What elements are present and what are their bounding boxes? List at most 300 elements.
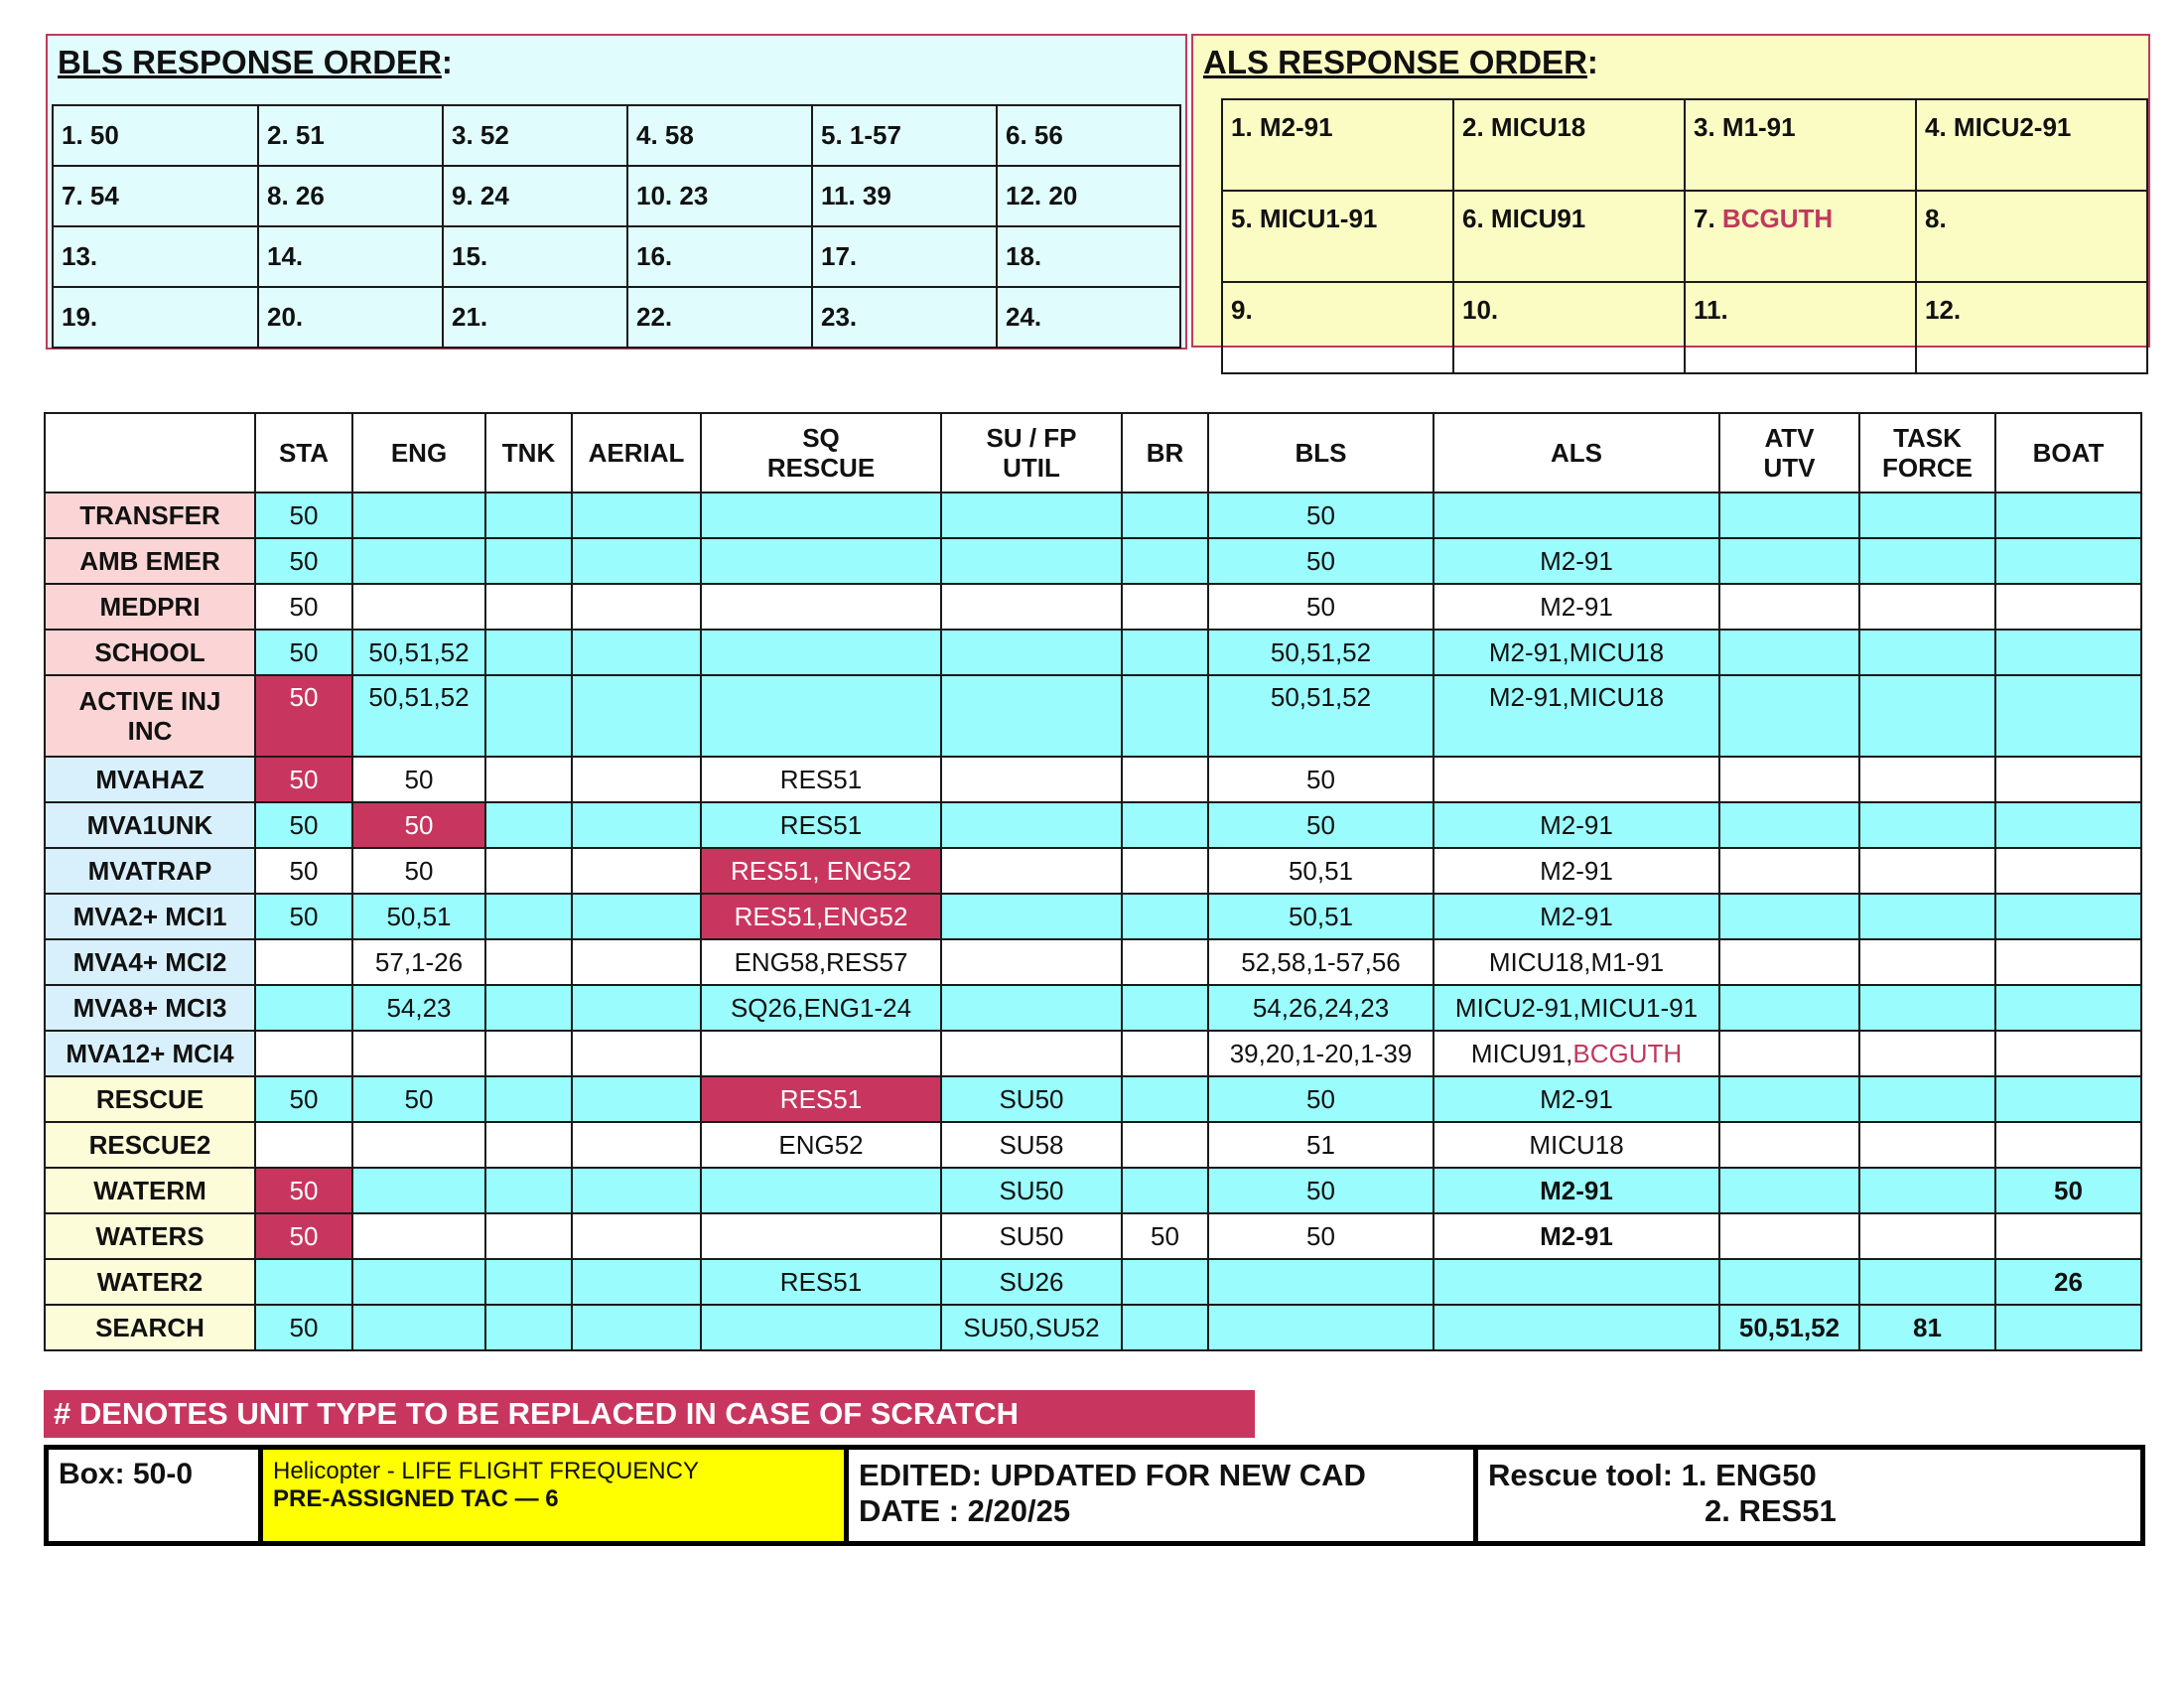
table-cell: 50 bbox=[255, 584, 352, 630]
bls-order-row bbox=[53, 105, 1180, 166]
table-cell: 50 bbox=[255, 492, 352, 538]
table-cell bbox=[1122, 1168, 1208, 1213]
table-cell: 50 bbox=[352, 1076, 485, 1122]
als-order-cell: 6. MICU91 bbox=[1453, 191, 1685, 282]
bls-order-cell: 21. bbox=[443, 287, 627, 348]
table-cell bbox=[1995, 675, 2141, 757]
table-cell bbox=[572, 492, 701, 538]
row-label: MEDPRI bbox=[45, 584, 255, 630]
table-cell: M2-91 bbox=[1433, 894, 1719, 939]
als-order-cell: 4. MICU2-91 bbox=[1916, 99, 2147, 191]
table-cell: 50 bbox=[255, 630, 352, 675]
box-number: Box: 50-0 bbox=[47, 1448, 261, 1544]
row-label: ACTIVE INJ INC bbox=[45, 675, 255, 757]
table-cell: 50 bbox=[352, 848, 485, 894]
table-cell bbox=[572, 1031, 701, 1076]
row-label: SCHOOL bbox=[45, 630, 255, 675]
als-order-cell: 5. MICU1-91 bbox=[1222, 191, 1453, 282]
table-cell bbox=[1995, 939, 2141, 985]
column-header bbox=[45, 413, 255, 492]
table-cell: RES51 bbox=[701, 757, 941, 802]
row-label: MVA12+ MCI4 bbox=[45, 1031, 255, 1076]
row-label: MVA1UNK bbox=[45, 802, 255, 848]
table-cell: 50,51 bbox=[352, 894, 485, 939]
table-cell bbox=[572, 1122, 701, 1168]
table-cell: M2-91,MICU18 bbox=[1433, 630, 1719, 675]
table-cell: 81 bbox=[1859, 1305, 1995, 1350]
table-cell bbox=[485, 492, 572, 538]
table-cell bbox=[941, 630, 1122, 675]
table-cell: M2-91 bbox=[1433, 802, 1719, 848]
bcguth-text: BCGUTH bbox=[1572, 1038, 1683, 1068]
table-cell: 50 bbox=[1208, 584, 1433, 630]
table-cell bbox=[485, 894, 572, 939]
bls-order-cell: 9. 24 bbox=[443, 166, 627, 226]
table-cell bbox=[1719, 1259, 1859, 1305]
table-cell bbox=[1859, 1259, 1995, 1305]
table-cell bbox=[1995, 1122, 2141, 1168]
table-cell: 50,51,52 bbox=[352, 675, 485, 757]
table-cell bbox=[1433, 1031, 1719, 1076]
table-cell bbox=[1122, 1076, 1208, 1122]
table-cell bbox=[1995, 1031, 2141, 1076]
table-cell: RES51 bbox=[701, 1076, 941, 1122]
row-label: MVATRAP bbox=[45, 848, 255, 894]
bls-order-cell: 16. bbox=[627, 226, 812, 287]
bls-order-cell: 15. bbox=[443, 226, 627, 287]
table-cell: 50 bbox=[255, 1076, 352, 1122]
table-cell bbox=[701, 1213, 941, 1259]
bls-order-cell: 10. 23 bbox=[627, 166, 812, 226]
table-row bbox=[45, 1076, 2141, 1122]
table-cell bbox=[1122, 757, 1208, 802]
table-row bbox=[45, 1305, 2141, 1350]
bls-order-cell: 11. 39 bbox=[812, 166, 997, 226]
table-cell: 50,51,52 bbox=[352, 630, 485, 675]
rescue-tool-1: Rescue tool: 1. ENG50 bbox=[1488, 1458, 1817, 1492]
table-cell: 50 bbox=[255, 894, 352, 939]
table-cell bbox=[572, 848, 701, 894]
table-cell bbox=[1859, 1213, 1995, 1259]
table-cell bbox=[572, 1168, 701, 1213]
table-cell: 50 bbox=[255, 802, 352, 848]
table-cell: 26 bbox=[1995, 1259, 2141, 1305]
table-cell: SU50 bbox=[941, 1076, 1122, 1122]
table-cell bbox=[1433, 1259, 1719, 1305]
table-cell bbox=[1995, 848, 2141, 894]
table-cell bbox=[941, 538, 1122, 584]
table-cell bbox=[1859, 848, 1995, 894]
table-cell bbox=[1859, 802, 1995, 848]
helicopter-info bbox=[261, 1448, 847, 1544]
table-cell bbox=[1995, 985, 2141, 1031]
bls-order-cell: 17. bbox=[812, 226, 997, 287]
table-cell bbox=[352, 538, 485, 584]
table-cell: 50 bbox=[1995, 1168, 2141, 1213]
table-cell bbox=[1122, 1259, 1208, 1305]
row-label: WATER2 bbox=[45, 1259, 255, 1305]
table-cell bbox=[1719, 1213, 1859, 1259]
table-cell bbox=[572, 538, 701, 584]
column-header: ALS bbox=[1433, 413, 1719, 492]
als-order-row bbox=[1222, 99, 2147, 191]
als-order-row bbox=[1222, 282, 2147, 373]
column-header: ENG bbox=[352, 413, 485, 492]
table-cell bbox=[1995, 802, 2141, 848]
table-row bbox=[45, 894, 2141, 939]
bls-order-table bbox=[52, 104, 1181, 349]
table-cell bbox=[352, 1305, 485, 1350]
table-cell bbox=[485, 939, 572, 985]
table-cell bbox=[701, 675, 941, 757]
table-cell bbox=[701, 584, 941, 630]
bls-order-cell: 18. bbox=[997, 226, 1180, 287]
table-row bbox=[45, 985, 2141, 1031]
table-cell bbox=[572, 1259, 701, 1305]
table-cell bbox=[572, 802, 701, 848]
table-cell bbox=[1995, 492, 2141, 538]
table-cell bbox=[1859, 1031, 1995, 1076]
bls-order-cell: 19. bbox=[53, 287, 258, 348]
als-order-cell: 1. M2-91 bbox=[1222, 99, 1453, 191]
table-cell: 50 bbox=[255, 1168, 352, 1213]
edited-note: EDITED: UPDATED FOR NEW CAD bbox=[859, 1458, 1366, 1492]
rescue-tool-2: 2. RES51 bbox=[1705, 1493, 1837, 1528]
bls-order-cell: 22. bbox=[627, 287, 812, 348]
table-cell bbox=[1433, 1305, 1719, 1350]
table-cell: 50 bbox=[255, 1305, 352, 1350]
table-cell bbox=[352, 1259, 485, 1305]
table-cell bbox=[1719, 1031, 1859, 1076]
row-label: RESCUE bbox=[45, 1076, 255, 1122]
table-cell bbox=[941, 492, 1122, 538]
table-cell bbox=[1719, 584, 1859, 630]
bls-order-cell: 14. bbox=[258, 226, 443, 287]
table-cell bbox=[255, 1259, 352, 1305]
row-label: SEARCH bbox=[45, 1305, 255, 1350]
table-row bbox=[45, 630, 2141, 675]
helicopter-frequency: Helicopter - LIFE FLIGHT FREQUENCY bbox=[273, 1458, 699, 1484]
bls-order-cell: 5. 1-57 bbox=[812, 105, 997, 166]
table-cell bbox=[485, 538, 572, 584]
table-cell: 50,51,52 bbox=[1208, 675, 1433, 757]
row-label: RESCUE2 bbox=[45, 1122, 255, 1168]
table-cell bbox=[1859, 492, 1995, 538]
table-cell bbox=[352, 492, 485, 538]
table-cell bbox=[352, 1213, 485, 1259]
table-cell bbox=[1995, 1076, 2141, 1122]
column-header: BLS bbox=[1208, 413, 1433, 492]
table-cell bbox=[255, 985, 352, 1031]
table-row bbox=[45, 802, 2141, 848]
table-cell bbox=[1122, 894, 1208, 939]
table-cell bbox=[572, 939, 701, 985]
table-cell bbox=[941, 757, 1122, 802]
table-cell bbox=[1719, 630, 1859, 675]
table-cell bbox=[1719, 848, 1859, 894]
table-cell bbox=[1719, 1122, 1859, 1168]
table-cell: 54,26,24,23 bbox=[1208, 985, 1433, 1031]
als-title: ALS RESPONSE ORDER: bbox=[1203, 44, 1598, 80]
table-row bbox=[45, 1031, 2141, 1076]
table-cell bbox=[352, 1168, 485, 1213]
table-cell bbox=[1122, 985, 1208, 1031]
bls-order-cell: 8. 26 bbox=[258, 166, 443, 226]
als-order-row bbox=[1222, 191, 2147, 282]
table-cell bbox=[1719, 802, 1859, 848]
table-cell bbox=[352, 584, 485, 630]
table-cell bbox=[1719, 538, 1859, 584]
bls-order-cell: 3. 52 bbox=[443, 105, 627, 166]
table-cell: 57,1-26 bbox=[352, 939, 485, 985]
column-header: BR bbox=[1122, 413, 1208, 492]
table-cell bbox=[485, 802, 572, 848]
table-cell bbox=[1995, 757, 2141, 802]
table-cell bbox=[1208, 1259, 1433, 1305]
column-header: SU / FP UTIL bbox=[941, 413, 1122, 492]
table-cell bbox=[572, 1076, 701, 1122]
column-header: SQ RESCUE bbox=[701, 413, 941, 492]
table-cell bbox=[1122, 630, 1208, 675]
table-cell: SQ26,ENG1-24 bbox=[701, 985, 941, 1031]
table-cell bbox=[485, 1031, 572, 1076]
table-row bbox=[45, 584, 2141, 630]
table-cell bbox=[485, 675, 572, 757]
table-cell bbox=[1995, 1213, 2141, 1259]
table-cell bbox=[1859, 675, 1995, 757]
column-header: BOAT bbox=[1995, 413, 2141, 492]
column-header: TNK bbox=[485, 413, 572, 492]
table-row bbox=[45, 757, 2141, 802]
row-label: TRANSFER bbox=[45, 492, 255, 538]
table-row bbox=[45, 848, 2141, 894]
table-cell bbox=[1122, 538, 1208, 584]
als-bcguth-text: BCGUTH bbox=[1721, 204, 1834, 233]
bls-order-cell: 12. 20 bbox=[997, 166, 1180, 226]
footer-info-table bbox=[44, 1445, 2145, 1546]
table-cell bbox=[485, 1122, 572, 1168]
table-cell bbox=[1995, 584, 2141, 630]
table-cell: SU50 bbox=[941, 1168, 1122, 1213]
table-cell: 50,51,52 bbox=[1719, 1305, 1859, 1350]
table-cell bbox=[485, 1259, 572, 1305]
table-cell bbox=[1859, 985, 1995, 1031]
bls-order-cell: 2. 51 bbox=[258, 105, 443, 166]
cell-text: MICU91, bbox=[1470, 1038, 1573, 1068]
table-cell bbox=[572, 894, 701, 939]
table-cell bbox=[701, 1031, 941, 1076]
table-cell: M2-91 bbox=[1433, 584, 1719, 630]
table-cell: 50 bbox=[255, 675, 352, 757]
table-cell bbox=[485, 1168, 572, 1213]
table-cell bbox=[1719, 894, 1859, 939]
table-cell bbox=[1122, 802, 1208, 848]
table-row bbox=[45, 492, 2141, 538]
edit-date: DATE : 2/20/25 bbox=[859, 1493, 1071, 1528]
table-cell bbox=[1859, 939, 1995, 985]
table-cell bbox=[1719, 1168, 1859, 1213]
table-cell: M2-91 bbox=[1433, 1076, 1719, 1122]
table-cell bbox=[1122, 492, 1208, 538]
table-cell bbox=[1122, 675, 1208, 757]
bls-title: BLS RESPONSE ORDER: bbox=[58, 44, 453, 80]
table-cell bbox=[485, 1305, 572, 1350]
table-cell bbox=[1122, 1122, 1208, 1168]
table-row bbox=[45, 939, 2141, 985]
bls-order-cell: 6. 56 bbox=[997, 105, 1180, 166]
table-cell: MICU2-91,MICU1-91 bbox=[1433, 985, 1719, 1031]
table-cell bbox=[1995, 894, 2141, 939]
column-header: STA bbox=[255, 413, 352, 492]
table-cell bbox=[1859, 1076, 1995, 1122]
table-cell bbox=[1859, 538, 1995, 584]
table-row bbox=[45, 1259, 2141, 1305]
table-cell bbox=[255, 1122, 352, 1168]
als-order-cell: 12. bbox=[1916, 282, 2147, 373]
column-header: TASK FORCE bbox=[1859, 413, 1995, 492]
table-cell: 50 bbox=[255, 538, 352, 584]
table-cell: 50 bbox=[1208, 1213, 1433, 1259]
bls-response-order-panel bbox=[46, 34, 1187, 350]
als-order-cell: 2. MICU18 bbox=[1453, 99, 1685, 191]
table-cell: 50 bbox=[1208, 1168, 1433, 1213]
table-cell bbox=[485, 757, 572, 802]
table-cell bbox=[485, 985, 572, 1031]
als-order-cell: 10. bbox=[1453, 282, 1685, 373]
table-cell bbox=[1719, 985, 1859, 1031]
row-label: MVAHAZ bbox=[45, 757, 255, 802]
table-cell: 51 bbox=[1208, 1122, 1433, 1168]
table-cell: 50 bbox=[1208, 802, 1433, 848]
table-cell bbox=[1122, 1305, 1208, 1350]
table-cell: 50 bbox=[1208, 1076, 1433, 1122]
response-matrix-table bbox=[44, 412, 2142, 1351]
table-row bbox=[45, 1168, 2141, 1213]
table-cell bbox=[941, 894, 1122, 939]
table-cell: M2-91 bbox=[1433, 1168, 1719, 1213]
table-cell bbox=[485, 584, 572, 630]
scratch-note-banner: # DENOTES UNIT TYPE TO BE REPLACED IN CASE OF SCRATCH bbox=[44, 1390, 1255, 1438]
bls-order-cell: 7. 54 bbox=[53, 166, 258, 226]
als-order-cell: 11. bbox=[1685, 282, 1916, 373]
table-cell bbox=[572, 675, 701, 757]
table-cell bbox=[1859, 757, 1995, 802]
bls-order-row bbox=[53, 287, 1180, 348]
table-cell: M2-91 bbox=[1433, 1213, 1719, 1259]
table-cell bbox=[255, 939, 352, 985]
table-row bbox=[45, 1213, 2141, 1259]
table-cell bbox=[1995, 1305, 2141, 1350]
als-order-cell: 8. bbox=[1916, 191, 2147, 282]
bls-order-cell: 23. bbox=[812, 287, 997, 348]
table-cell: 54,23 bbox=[352, 985, 485, 1031]
table-cell bbox=[572, 1213, 701, 1259]
table-header-row bbox=[45, 413, 2141, 492]
table-cell bbox=[485, 630, 572, 675]
table-cell bbox=[1719, 492, 1859, 538]
rescue-tool-info bbox=[1476, 1448, 2143, 1544]
table-cell bbox=[1719, 1076, 1859, 1122]
table-cell: 50,51,52 bbox=[1208, 630, 1433, 675]
table-cell bbox=[485, 1076, 572, 1122]
table-cell bbox=[1122, 848, 1208, 894]
table-cell bbox=[352, 1122, 485, 1168]
table-row bbox=[45, 1122, 2141, 1168]
table-cell bbox=[1719, 939, 1859, 985]
als-order-number: 7. bbox=[1694, 204, 1722, 233]
table-row bbox=[45, 675, 2141, 757]
row-label: MVA2+ MCI1 bbox=[45, 894, 255, 939]
table-cell bbox=[1995, 630, 2141, 675]
table-cell bbox=[941, 584, 1122, 630]
table-cell: 50,51 bbox=[1208, 894, 1433, 939]
table-cell bbox=[1859, 1168, 1995, 1213]
table-cell: RES51 bbox=[701, 802, 941, 848]
table-cell: M2-91 bbox=[1433, 538, 1719, 584]
table-cell bbox=[572, 1305, 701, 1350]
table-cell bbox=[1859, 894, 1995, 939]
table-cell: RES51, ENG52 bbox=[701, 848, 941, 894]
table-cell bbox=[701, 538, 941, 584]
table-cell bbox=[941, 1031, 1122, 1076]
table-cell: 50 bbox=[352, 802, 485, 848]
bls-order-cell: 13. bbox=[53, 226, 258, 287]
bls-order-cell: 4. 58 bbox=[627, 105, 812, 166]
table-cell bbox=[1859, 630, 1995, 675]
row-label: AMB EMER bbox=[45, 538, 255, 584]
table-cell: 50 bbox=[1208, 757, 1433, 802]
table-cell bbox=[941, 848, 1122, 894]
row-label: MVA8+ MCI3 bbox=[45, 985, 255, 1031]
table-cell bbox=[1859, 1122, 1995, 1168]
bls-order-row bbox=[53, 166, 1180, 226]
als-order-cell: 3. M1-91 bbox=[1685, 99, 1916, 191]
table-cell: SU58 bbox=[941, 1122, 1122, 1168]
table-cell bbox=[485, 848, 572, 894]
row-label: WATERM bbox=[45, 1168, 255, 1213]
table-cell: ENG52 bbox=[701, 1122, 941, 1168]
als-order-table bbox=[1221, 98, 2148, 374]
table-cell bbox=[255, 1031, 352, 1076]
table-cell bbox=[941, 802, 1122, 848]
table-cell bbox=[1995, 538, 2141, 584]
bls-order-cell: 1. 50 bbox=[53, 105, 258, 166]
table-cell bbox=[1122, 939, 1208, 985]
als-order-cell: 9. bbox=[1222, 282, 1453, 373]
table-cell: 50 bbox=[255, 848, 352, 894]
table-cell bbox=[1433, 492, 1719, 538]
table-cell: 50,51 bbox=[1208, 848, 1433, 894]
table-cell bbox=[1208, 1305, 1433, 1350]
table-cell bbox=[1122, 1031, 1208, 1076]
table-cell bbox=[1719, 757, 1859, 802]
table-cell: ENG58,RES57 bbox=[701, 939, 941, 985]
table-cell: 50 bbox=[1122, 1213, 1208, 1259]
table-cell: 50 bbox=[352, 757, 485, 802]
table-cell: 39,20,1-20,1-39 bbox=[1208, 1031, 1433, 1076]
als-response-order-panel bbox=[1191, 34, 2150, 348]
table-cell bbox=[1122, 584, 1208, 630]
table-cell: RES51 bbox=[701, 1259, 941, 1305]
table-cell: 50 bbox=[255, 757, 352, 802]
table-cell: RES51,ENG52 bbox=[701, 894, 941, 939]
edit-info bbox=[847, 1448, 1476, 1544]
table-cell: M2-91,MICU18 bbox=[1433, 675, 1719, 757]
pre-assigned-tac: PRE-ASSIGNED TAC — 6 bbox=[273, 1485, 559, 1512]
table-cell bbox=[701, 1305, 941, 1350]
table-row bbox=[45, 538, 2141, 584]
column-header: ATV UTV bbox=[1719, 413, 1859, 492]
